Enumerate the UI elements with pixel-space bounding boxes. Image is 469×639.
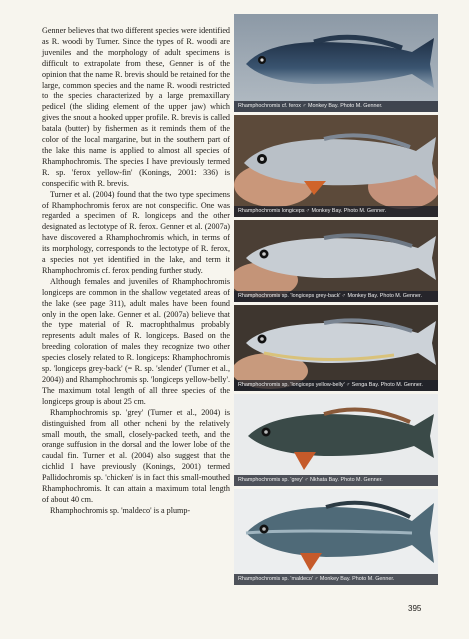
caption-grey-back: Rhamphochromis sp. 'longiceps grey-back' ♂ Monkey Bay. Photo M. Genner. <box>234 291 438 302</box>
photo-longiceps <box>234 115 438 217</box>
paragraph-1: Genner believes that two different species were identified as R. woodi by Turner. Since the types of R. woodi are juveniles and the morphology of adult specimens is difficult to extrapolate from these, Genner is of the opinion that the name R. brevis should be retained for the large, common species and the name R. woodi restricted to the species characterized by a large premaxillary pedicel (the sliding element of the upper jaw) which gives the snout a hooked upper profile. R. brevis is called batala (butter) by fishermen as it reminds them of the color of the local margarine, but in the southern part of the lake this name is applied to almost all species of Rhamphochromis. The species I have previously termed R. sp. 'ferox yellow-fin' (Konings, 2001: 336) is conspecific with R. brevis. <box>42 26 230 188</box>
fish-photo-longiceps <box>234 115 438 217</box>
caption-grey: Rhamphochromis sp. 'grey' ♂ Nkhata Bay. Photo M. Genner. <box>234 475 438 486</box>
fish-photo-maldeco <box>234 489 438 585</box>
photo-ferox <box>234 14 438 112</box>
body-text-column <box>42 26 230 517</box>
page-number: 395 <box>408 604 422 613</box>
paragraph-5: Rhamphochromis sp. 'maldeco' is a plump- <box>50 505 191 515</box>
paragraph-2: Turner et al. (2004) found that the two type specimens of Rhamphochromis ferox are not conspecific. One was regarded a specimen of R. longiceps and the other designated as lectotype of R. ferox. Genner et al. (2007a) have discovered a Rhamphochromis which, in terms of its morphology, corresponds to the lectotype of R. ferox, a species not yet identified in the lake, and term it Rhamphochromis cf. ferox pending further study. <box>42 189 230 275</box>
photo-maldeco <box>234 489 438 585</box>
fish-photo-grey <box>234 394 438 486</box>
fish-photo-yellow-belly <box>234 305 438 391</box>
fish-photo-grey-back <box>234 220 438 302</box>
caption-ferox: Rhamphochromis cf. ferox ♂ Monkey Bay. Photo M. Genner. <box>234 101 438 112</box>
photo-grey <box>234 394 438 486</box>
caption-yellow-belly: Rhamphochromis sp. 'longiceps yellow-belly' ♂ Senga Bay. Photo M. Genner. <box>234 380 438 391</box>
paragraph-3: Although females and juveniles of Rhamphochromis longiceps are common in the shallow vegetated areas of the lake (see page 311), adult males have been found only in the open lake. Genner et al. (2007a) believe that the type material of R. macrophthalmus probably represents adult males of R. longiceps. Based on the breeding coloration of males they recognize two other species closely related to R. longiceps: Rhamphochromis sp. 'longiceps grey-back' (= R. sp. 'slender' (Turner et al., 2004)) and Rhamphochromis sp. 'longiceps yellow-belly'. The maximum total length of all three species of the longiceps group is about 25 cm. <box>42 276 230 406</box>
caption-maldeco: Rhamphochromis sp. 'maldeco' ♂ Monkey Bay. Photo M. Genner. <box>234 574 438 585</box>
photo-grey-back <box>234 220 438 302</box>
fish-photo-ferox <box>234 14 438 112</box>
caption-longiceps: Rhamphochromis longiceps ♂ Monkey Bay. Photo M. Genner. <box>234 206 438 217</box>
paragraph-4: Rhamphochromis sp. 'grey' (Turner et al., 2004) is distinguished from all other ncheni by the relatively small mouth, the small, closely-packed teeth, and the orange suffusion in the dorsal and the lower lobe of the caudal fin. Turner et al. (2004) also suggest that the cichlid I have previously (Konings, 2001) termed Pallidochromis sp. 'chicken' is in fact this small-mouthed Rhamphochromis. It can attain a maximum total length of about 40 cm. <box>42 407 230 504</box>
photo-column <box>234 14 438 588</box>
photo-yellow-belly <box>234 305 438 391</box>
